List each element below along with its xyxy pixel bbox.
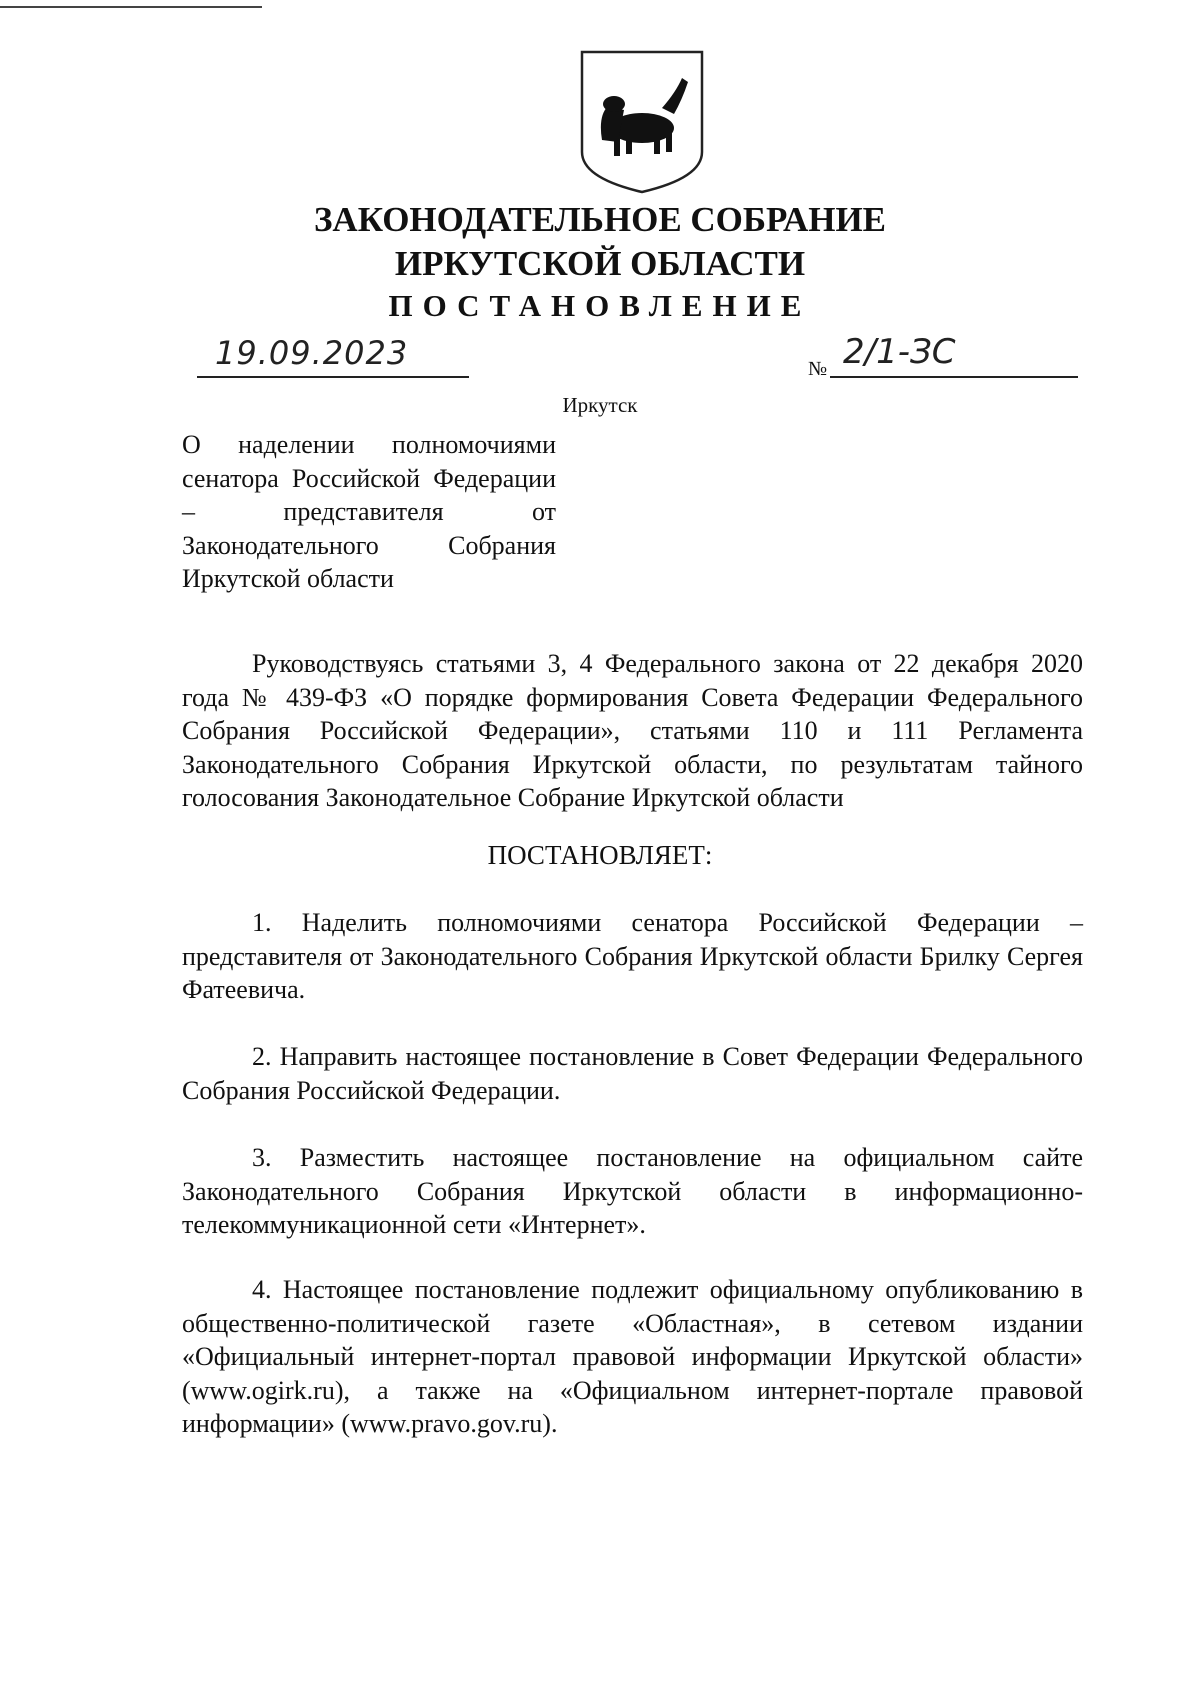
region-title: ИРКУТСКОЙ ОБЛАСТИ xyxy=(394,244,806,283)
document-number: 2/1-ЗС xyxy=(843,332,956,372)
document-type: ПОСТАНОВЛЕНИЕ xyxy=(388,288,812,323)
date-underline xyxy=(197,376,469,378)
city: Иркутск xyxy=(562,393,638,417)
clause-1: 1. Наделить полномочиями сенатора Российской Федерации – представителя от Законодательного Собрания Иркутской области Брилку Сергея Фатеевича. xyxy=(182,908,1083,1004)
document-subject: О наделении полномочиями сенатора Российской Федерации – представителя от Законодательного Собрания Иркутской области xyxy=(182,430,556,593)
number-sign: № xyxy=(808,358,828,380)
babr-figure xyxy=(601,78,688,156)
clause-4: 4. Настоящее постановление подлежит официальному опубликованию в общественно-политической газете «Областная», в сетевом издании «Официальный интернет-портал правовой информации Иркутской области» (www.ogirk.ru), а также на «Официальном интернет-портале правовой информации» (www.pravo.gov.ru). xyxy=(182,1275,1083,1438)
document-date: 19.09.2023 xyxy=(215,334,409,372)
assembly-title: ЗАКОНОДАТЕЛЬНОЕ СОБРАНИЕ xyxy=(313,200,887,239)
clause-3: 3. Разместить настоящее постановление на официальном сайте Законодательного Собрания Иркутской области в информационно-телекоммуникационной сети «Интернет». xyxy=(182,1143,1083,1239)
decree-heading: ПОСТАНОВЛЯЕТ: xyxy=(487,840,713,870)
coat-of-arms-icon xyxy=(578,48,706,196)
number-underline xyxy=(830,376,1078,378)
preamble: Руководствуясь статьями 3, 4 Федерального закона от 22 декабря 2020 года № 439-ФЗ «О порядке формирования Совета Федерации Федерального Собрания Российской Федерации», статьями 110 и 111 Регламента Законодательного Собрания Иркутской области, по результатам тайного голосования Законодательное Собрание Иркутской области xyxy=(182,649,1083,812)
top-rule xyxy=(0,6,262,8)
clause-2: 2. Направить настоящее постановление в Совет Федерации Федерального Собрания Российской Федерации. xyxy=(182,1042,1083,1105)
